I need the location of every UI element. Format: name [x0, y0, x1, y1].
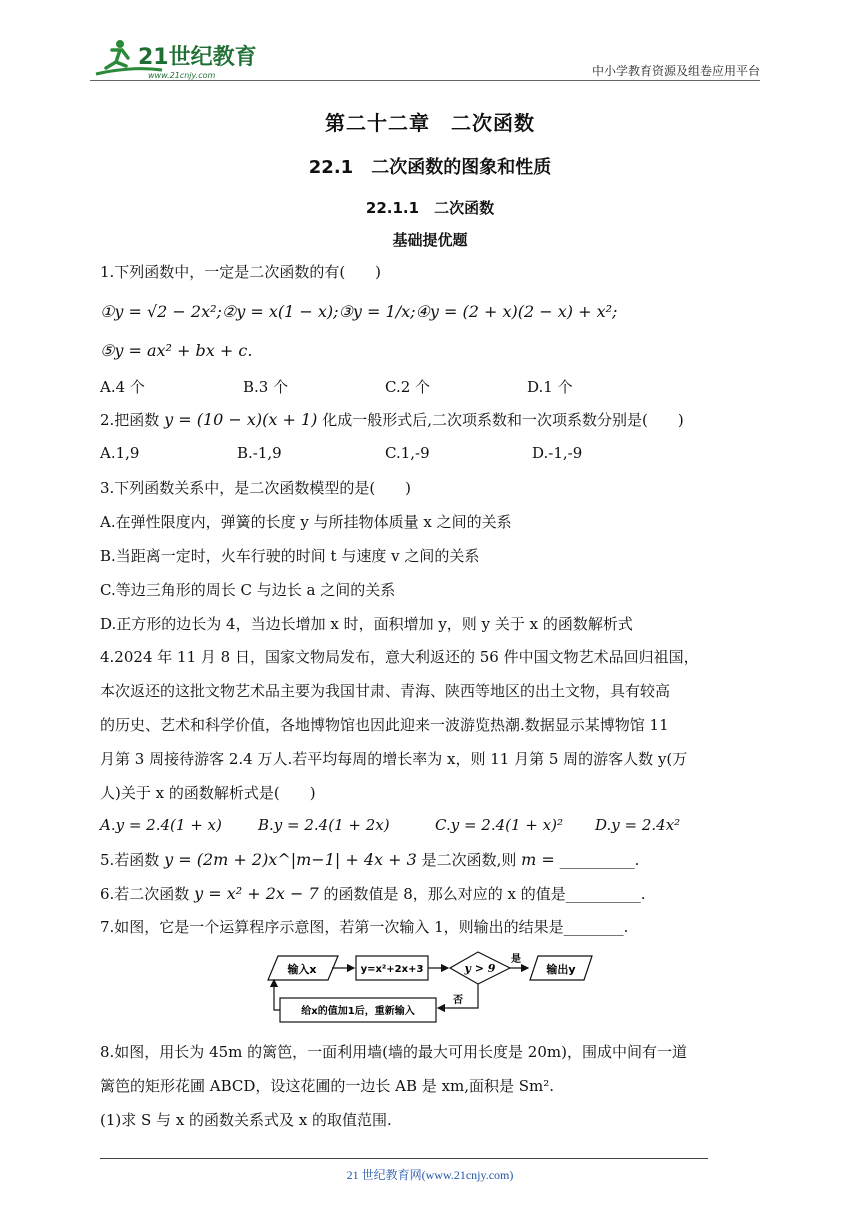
q3-option-c: C.等边三角形的周长 C 与边长 a 之间的关系: [100, 581, 396, 599]
q5-post: __________.: [559, 851, 640, 869]
q2-option-b: B.-1,9: [237, 444, 282, 462]
q5-pre: 5.若函数: [100, 851, 160, 869]
q2-option-c: C.1,-9: [385, 444, 430, 462]
flow-no-label: 否: [453, 995, 463, 1006]
logo-icon: [92, 36, 262, 80]
q4-line3: 的历史、艺术和科学价值，各地博物馆也因此迎来一波游览热潮.数据显示某博物馆 11: [100, 716, 669, 734]
chapter-title: 第二十二章 二次函数: [325, 111, 535, 135]
flow-output-label: 输出y: [546, 963, 576, 976]
q2-stem-pre: 2.把函数: [100, 411, 160, 429]
q5-math2: m =: [521, 850, 555, 869]
footer-divider: [100, 1158, 708, 1159]
page-header: [90, 30, 760, 82]
flow-compute-label: y=x²+2x+3: [360, 964, 424, 975]
q2-option-a: A.1,9: [100, 444, 140, 462]
q6-post: 的函数值是 8，那么对应的 x 的值是__________.: [323, 885, 646, 903]
q1-items-line2: ⑤y = ax² + bx + c.: [100, 341, 253, 360]
q1-option-b: B.3 个: [243, 378, 289, 396]
flow-loop-label: 给x的值加1后，重新输入: [301, 1006, 415, 1017]
q8-line1: 8.如图，用长为 45m 的篱笆，一面利用墙(墙的最大可用长度是 20m)，围成中间有一道: [100, 1043, 687, 1061]
flow-input-label: 输入x: [287, 963, 317, 976]
q2-option-d: D.-1,-9: [532, 444, 583, 462]
q4-option-a: A.y = 2.4(1 + x): [100, 816, 222, 834]
q1-option-a: A.4 个: [100, 378, 145, 396]
q6-math: y = x² + 2x − 7: [194, 884, 319, 903]
flow-yes-label: 是: [511, 954, 521, 965]
q4-line1: 4.2024 年 11 月 8 日，国家文物局发布，意大利返还的 56 件中国文物艺术品回归祖国，: [100, 648, 699, 666]
q5-mid: 是二次函数,则: [421, 851, 517, 869]
logo-text: 21世纪教育: [138, 45, 257, 70]
section-title: 22.1 二次函数的图象和性质: [308, 157, 552, 178]
header-divider: [90, 80, 760, 81]
q1-option-d: D.1 个: [527, 378, 573, 396]
q3-stem: 3.下列函数关系中，是二次函数模型的是( ): [100, 479, 412, 497]
q1-items-line1: ①y = √2 − 2x²;②y = x(1 − x);③y = 1/x;④y = (2 + x)(2 − x) + x²;: [100, 302, 618, 321]
q3-option-a: A.在弹性限度内，弹簧的长度 y 与所挂物体质量 x 之间的关系: [100, 513, 512, 531]
q6-pre: 6.若二次函数: [100, 885, 190, 903]
q4-line2: 本次返还的这批文物艺术品主要为我国甘肃、青海、陕西等地区的出土文物，具有较高: [100, 682, 671, 700]
q8-line3: (1)求 S 与 x 的函数关系式及 x 的取值范围.: [100, 1111, 392, 1129]
q4-line5: 人)关于 x 的函数解析式是( ): [100, 784, 316, 802]
flow-arrow-loop: [274, 980, 280, 1010]
q1-option-c: C.2 个: [385, 378, 431, 396]
q1-stem: 1.下列函数中，一定是二次函数的有( ): [100, 263, 382, 281]
q2-stem: [100, 410, 684, 430]
flow-condition-label: y > 9: [464, 962, 496, 975]
platform-text: 中小学教育资源及组卷应用平台: [591, 64, 760, 78]
q8-line2: 篱笆的矩形花圃 ABCD，设这花圃的一边长 AB 是 xm,面积是 Sm².: [100, 1077, 555, 1095]
q2-stem-math: y = (10 − x)(x + 1): [164, 410, 318, 429]
q5-stem: [100, 850, 639, 870]
q7-stem: 7.如图，它是一个运算程序示意图，若第一次输入 1，则输出的结果是________.: [100, 918, 629, 936]
subsection-title: 22.1.1 二次函数: [365, 199, 495, 217]
q4-option-b: B.y = 2.4(1 + 2x): [258, 816, 390, 834]
q6-stem: [100, 884, 646, 904]
q4-option-c: C.y = 2.4(1 + x)²: [435, 816, 563, 834]
q4-line4: 月第 3 周接待游客 2.4 万人.若平均每周的增长率为 x，则 11 月第 5 周的游客人数 y(万: [100, 750, 688, 768]
level-title: 基础提优题: [392, 231, 468, 249]
flowchart-diagram: [266, 950, 596, 1026]
q2-stem-post: 化成一般形式后,二次项系数和一次项系数分别是( ): [322, 411, 684, 429]
logo-url: www.21cnjy.com: [148, 71, 216, 80]
q5-math: y = (2m + 2)x^|m−1| + 4x + 3: [164, 850, 417, 869]
q4-option-d: D.y = 2.4x²: [595, 816, 681, 834]
q3-option-d: D.正方形的边长为 4，当边长增加 x 时，面积增加 y，则 y 关于 x 的函数解析式: [100, 615, 633, 633]
q3-option-b: B.当距离一定时，火车行驶的时间 t 与速度 v 之间的关系: [100, 547, 480, 565]
footer-text: 21 世纪教育网(www.21cnjy.com): [346, 1168, 514, 1182]
